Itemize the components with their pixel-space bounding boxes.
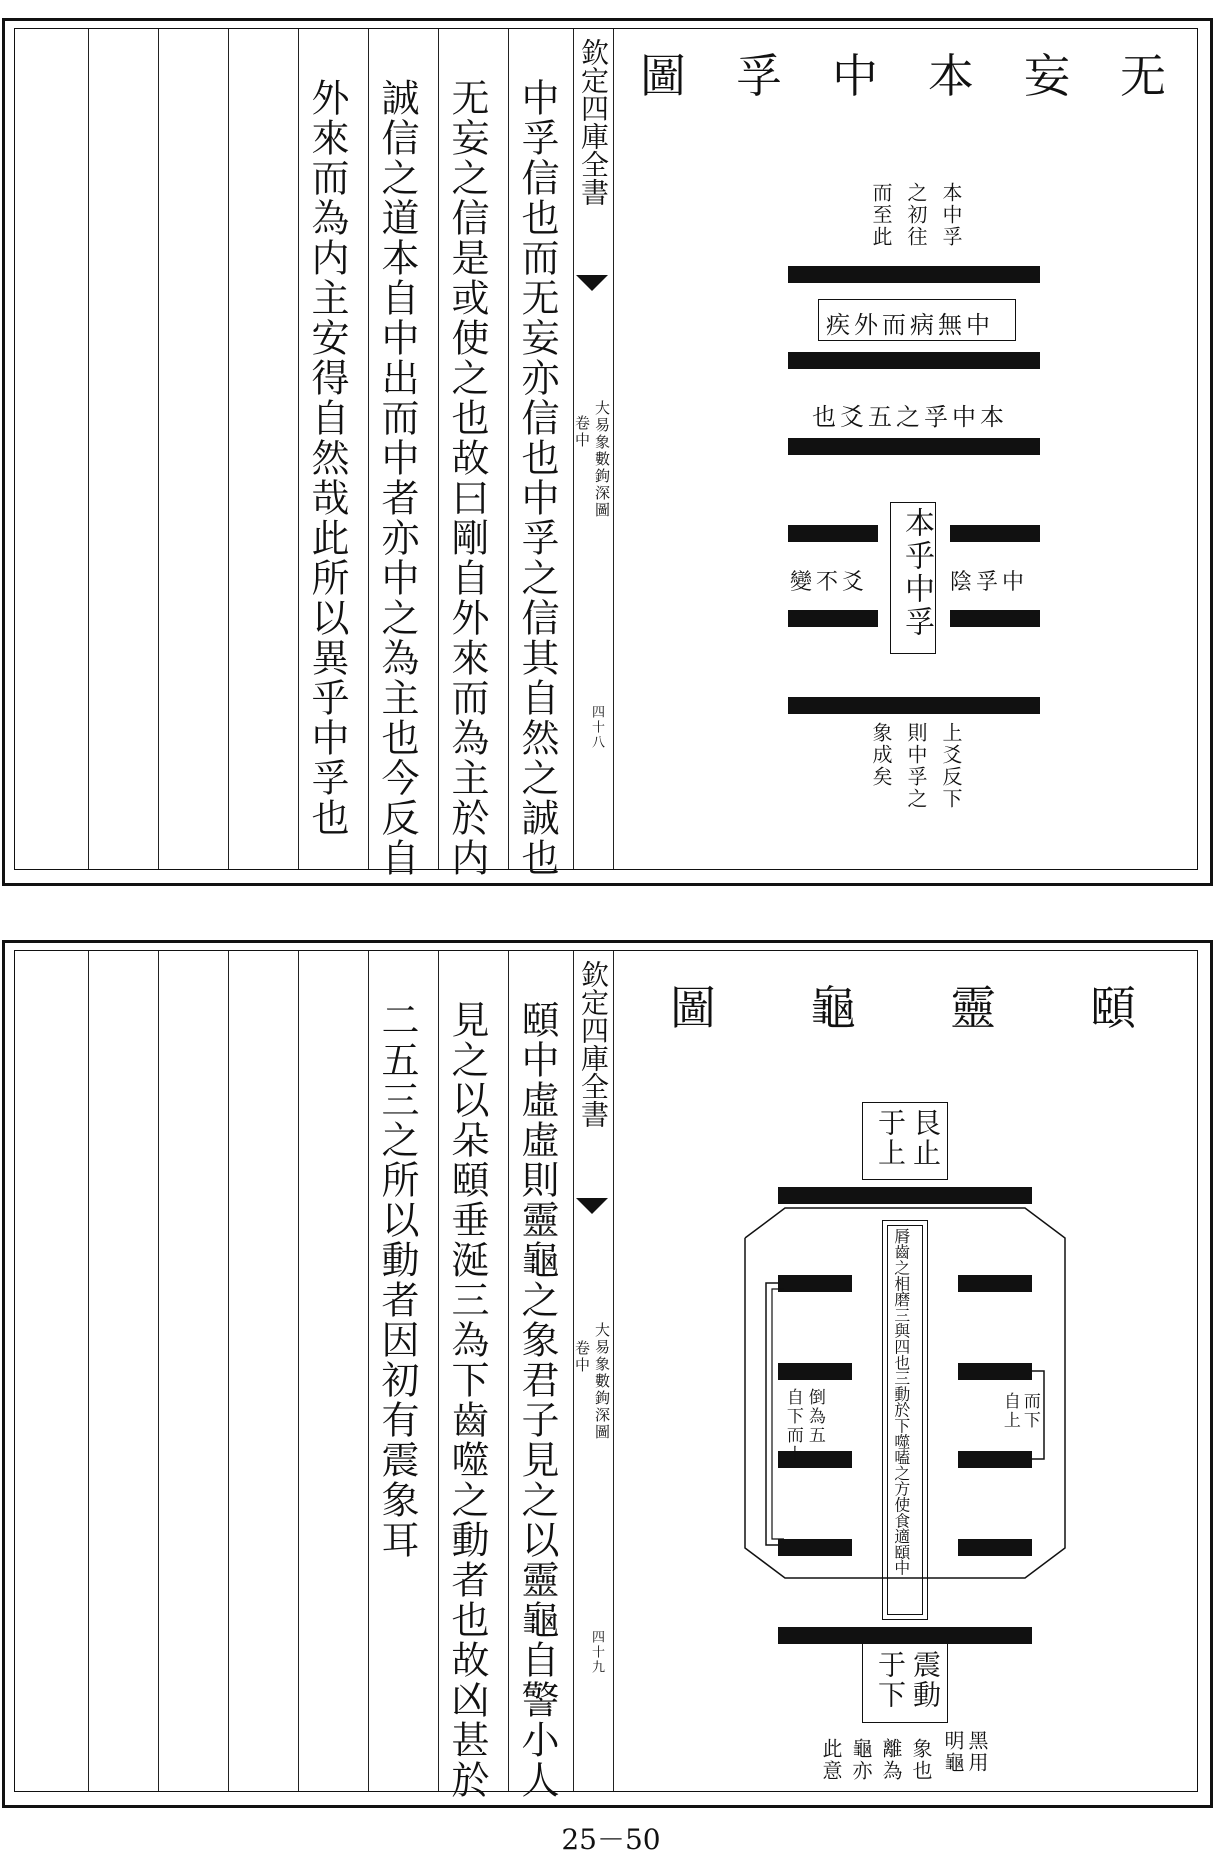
yang-line (788, 697, 1040, 714)
column-rule (88, 951, 89, 1791)
note-top-3: 而至此 (869, 182, 893, 248)
column-rule (298, 951, 299, 1791)
bottom-note-4: 離為 (879, 1738, 903, 1782)
text-column-3: 二五三之所以動者因初有震象耳 (375, 1000, 419, 1560)
note-bottom-1: 上爻反下 (939, 722, 963, 810)
column-rule (228, 29, 229, 869)
text-column-1: 中孚信也而无妄亦信也中孚之信其自然之誠也 (515, 78, 559, 878)
yin-line-right (950, 610, 1040, 627)
text-column-2: 无妄之信是或使之也故曰剛自外來而為主於内 (445, 78, 489, 878)
top-box-text-2: 于上 (874, 1108, 907, 1168)
text-column-2: 見之以朵頤垂涎三為下齒噬之動者也故凶甚於 (445, 1000, 489, 1800)
banner-page-number: 四十八 (589, 705, 604, 750)
note-top-1: 本中孚 (939, 182, 963, 248)
title-char: 靈 (950, 981, 996, 1035)
title-char: 圖 (670, 981, 716, 1035)
bottom-note-1: 黑用 (965, 1730, 989, 1774)
column-rule (508, 29, 509, 869)
top-box-text-1: 艮止 (909, 1108, 942, 1168)
center-strip-text: 脣齒之相磨三與四也三動於下噬嗑之方使食適頤中 (891, 1228, 911, 1576)
yang-line (788, 266, 1040, 283)
column-rule (368, 951, 369, 1791)
banner-page-number: 四十九 (589, 1630, 604, 1675)
title-char: 无 (1120, 49, 1166, 103)
title-char: 妄 (1024, 49, 1070, 103)
column-rule (438, 29, 439, 869)
bottom-note-6: 此意 (819, 1738, 843, 1782)
column-rule (613, 951, 614, 1791)
yin-line-left (788, 610, 878, 627)
bottom-note-5: 龜亦 (849, 1738, 873, 1782)
title-char: 孚 (736, 49, 782, 103)
left-note-1: 倒為五 (804, 1388, 825, 1445)
box-mid-text: 中無病而外疾 (826, 311, 994, 339)
banner-subtitle: 大易象數鉤深圖 (593, 1322, 611, 1441)
column-rule (438, 951, 439, 1791)
left-note-2: 自下而上 (782, 1388, 803, 1464)
right-note: 中孚陰 (950, 570, 1029, 595)
column-rule (368, 29, 369, 869)
text-column-3: 誠信之道本自中出而中者亦中之為主也今反自 (375, 78, 419, 878)
banner-subtitle: 大易象數鉤深圖 (593, 400, 611, 519)
column-rule (158, 29, 159, 869)
right-note-1: 而下 (1019, 1392, 1040, 1430)
note-top-2: 之初往 (904, 182, 928, 248)
left-note: 爻不變 (790, 570, 869, 595)
note-bottom-2: 則中孚之 (904, 722, 928, 810)
column-rule (508, 951, 509, 1791)
title-char: 圖 (640, 49, 686, 103)
fishtail-mark (576, 275, 608, 291)
banner-volume: 卷中 (573, 1340, 591, 1374)
center-box-text: 本乎中孚 (899, 507, 934, 639)
bottom-yang-line (778, 1627, 1032, 1644)
bottom-page (0, 930, 1222, 1810)
bottom-box-text-1: 震動 (909, 1650, 942, 1710)
bottom-note-2: 明龜 (941, 1730, 965, 1774)
column-rule (158, 951, 159, 1791)
yin-line-right (950, 525, 1040, 542)
title-char: 龜 (810, 981, 856, 1035)
title-char: 中 (832, 49, 878, 103)
title-char: 本 (928, 49, 974, 103)
yang-line (788, 352, 1040, 369)
yang-line (788, 438, 1040, 455)
yin-line-right (958, 1539, 1032, 1556)
bottom-note-3: 象也 (909, 1738, 933, 1782)
right-note-2: 自上 (999, 1392, 1020, 1430)
text-column-1: 頤中虛虛則靈龜之象君子見之以靈龜自警小人 (515, 1000, 559, 1800)
page-footer-number: 25－50 (561, 1823, 661, 1856)
column-rule (88, 29, 89, 869)
banner-volume: 卷中 (573, 415, 591, 449)
bottom-box-text-2: 于下 (874, 1650, 907, 1710)
title-char: 頤 (1090, 981, 1136, 1035)
diagram-title (670, 972, 1170, 1035)
note-bottom-3: 象成矣 (869, 722, 893, 788)
top-yang-line (778, 1187, 1032, 1204)
top-page (0, 0, 1222, 900)
fishtail-mark (576, 1198, 608, 1214)
column-rule (613, 29, 614, 869)
text-column-4: 外來而為内主安得自然哉此所以異乎中孚也 (305, 78, 349, 838)
column-rule (228, 951, 229, 1791)
diagram-title (640, 40, 1180, 103)
yin-line-right (958, 1275, 1032, 1292)
banner-title: 欽定四庫全書 (577, 38, 610, 206)
yin-line-left (788, 525, 878, 542)
banner-title: 欽定四庫全書 (577, 960, 610, 1128)
column-rule (298, 29, 299, 869)
line-text: 本中孚之五爻也 (812, 403, 1008, 431)
